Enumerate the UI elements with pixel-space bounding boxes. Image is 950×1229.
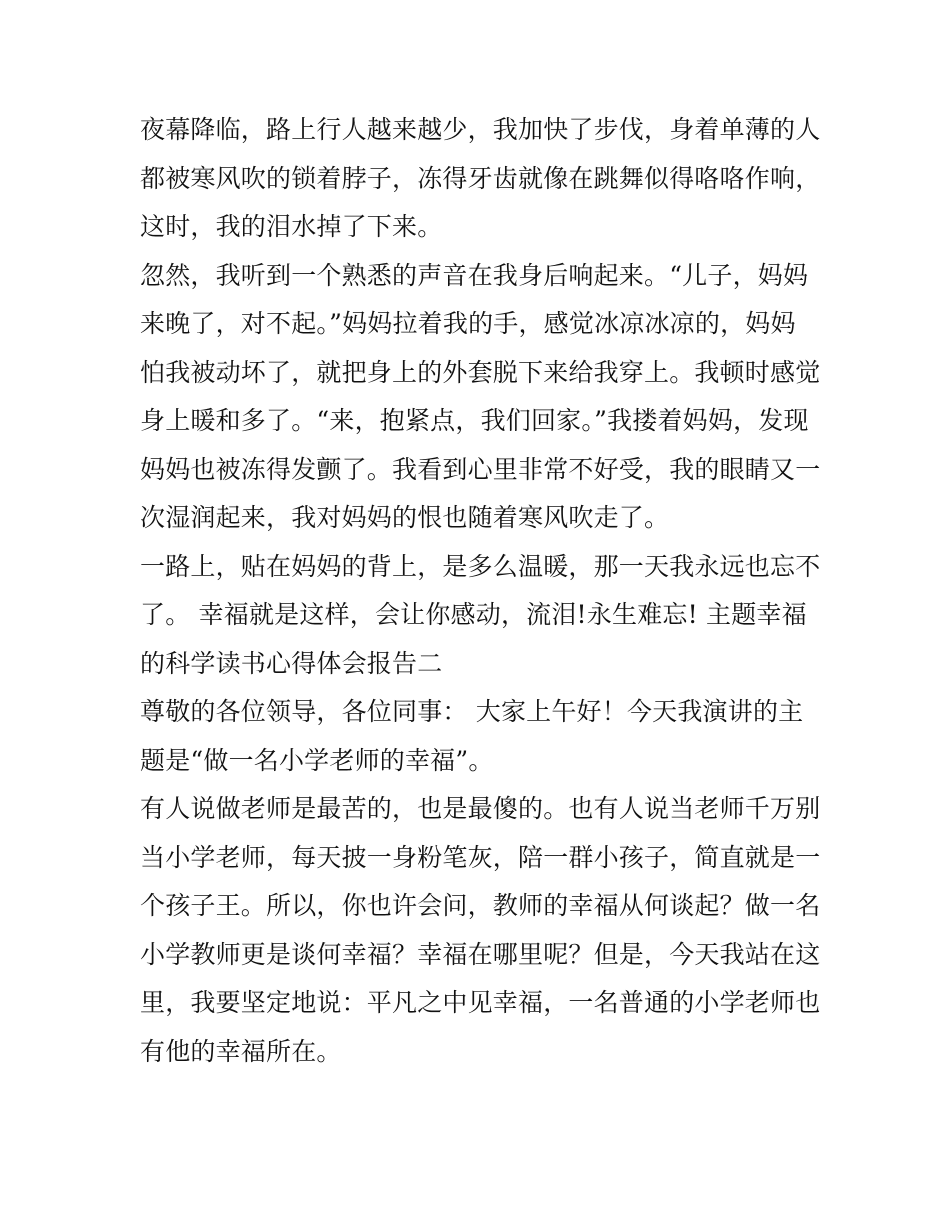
text-line-19: 里，我要坚定地说：平凡之中见幸福，一名普通的小学老师也: [140, 988, 821, 1017]
text-line-7: 身上暖和多了。“来，抱紧点，我们回家。”我搂着妈妈，发现: [140, 406, 809, 435]
text-line-18: 小学教师更是谈何幸福？幸福在哪里呢？但是，今天我站在这: [140, 939, 821, 969]
text-line-9: 次湿润起来，我对妈妈的恨也随着寒风吹走了。: [140, 503, 670, 532]
text-line-1: 夜幕降临，路上行人越来越少，我加快了步伐，身着单薄的人: [140, 115, 821, 144]
text-line-17: 个孩子王。所以，你也许会问，教师的幸福从何谈起？做一名: [140, 891, 821, 920]
text-line-20: 有他的幸福所在。: [140, 1036, 342, 1066]
text-line-5: 来晚了，对不起。”妈妈拉着我的手，感觉冰凉冰凉的，妈妈: [140, 309, 796, 338]
text-line-6: 怕我被动坏了，就把身上的外套脱下来给我穿上。我顿时感觉: [140, 357, 821, 387]
body-text: [140, 106, 820, 1076]
text-line-11: 了。 幸福就是这样，会让你感动，流泪!永生难忘! 主题幸福: [140, 600, 807, 629]
text-line-15: 有人说做老师是最苦的，也是最傻的。也有人说当老师千万别: [140, 794, 821, 823]
text-line-4: 忽然，我听到一个熟悉的声音在我身后响起来。“儿子，妈妈: [140, 260, 809, 290]
text-line-10: 一路上，贴在妈妈的背上，是多么温暖，那一天我永远也忘不: [140, 551, 821, 581]
text-line-16: 当小学老师，每天披一身粉笔灰，陪一群小孩子，简直就是一: [140, 842, 821, 872]
text-line-8: 妈妈也被冻得发颤了。我看到心里非常不好受，我的眼睛又一: [140, 454, 821, 484]
text-line-13: 尊敬的各位领导，各位同事： 大家上午好！今天我演讲的主: [140, 697, 804, 726]
text-line-12: 的科学读书心得体会报告二: [140, 648, 443, 678]
text-line-3: 这时，我的泪水掉了下来。: [140, 212, 443, 241]
text-line-14: 题是“做一名小学老师的幸福”。: [140, 745, 494, 775]
text-line-2: 都被寒风吹的锁着脖子，冻得牙齿就像在跳舞似得咯咯作响，: [140, 163, 821, 193]
